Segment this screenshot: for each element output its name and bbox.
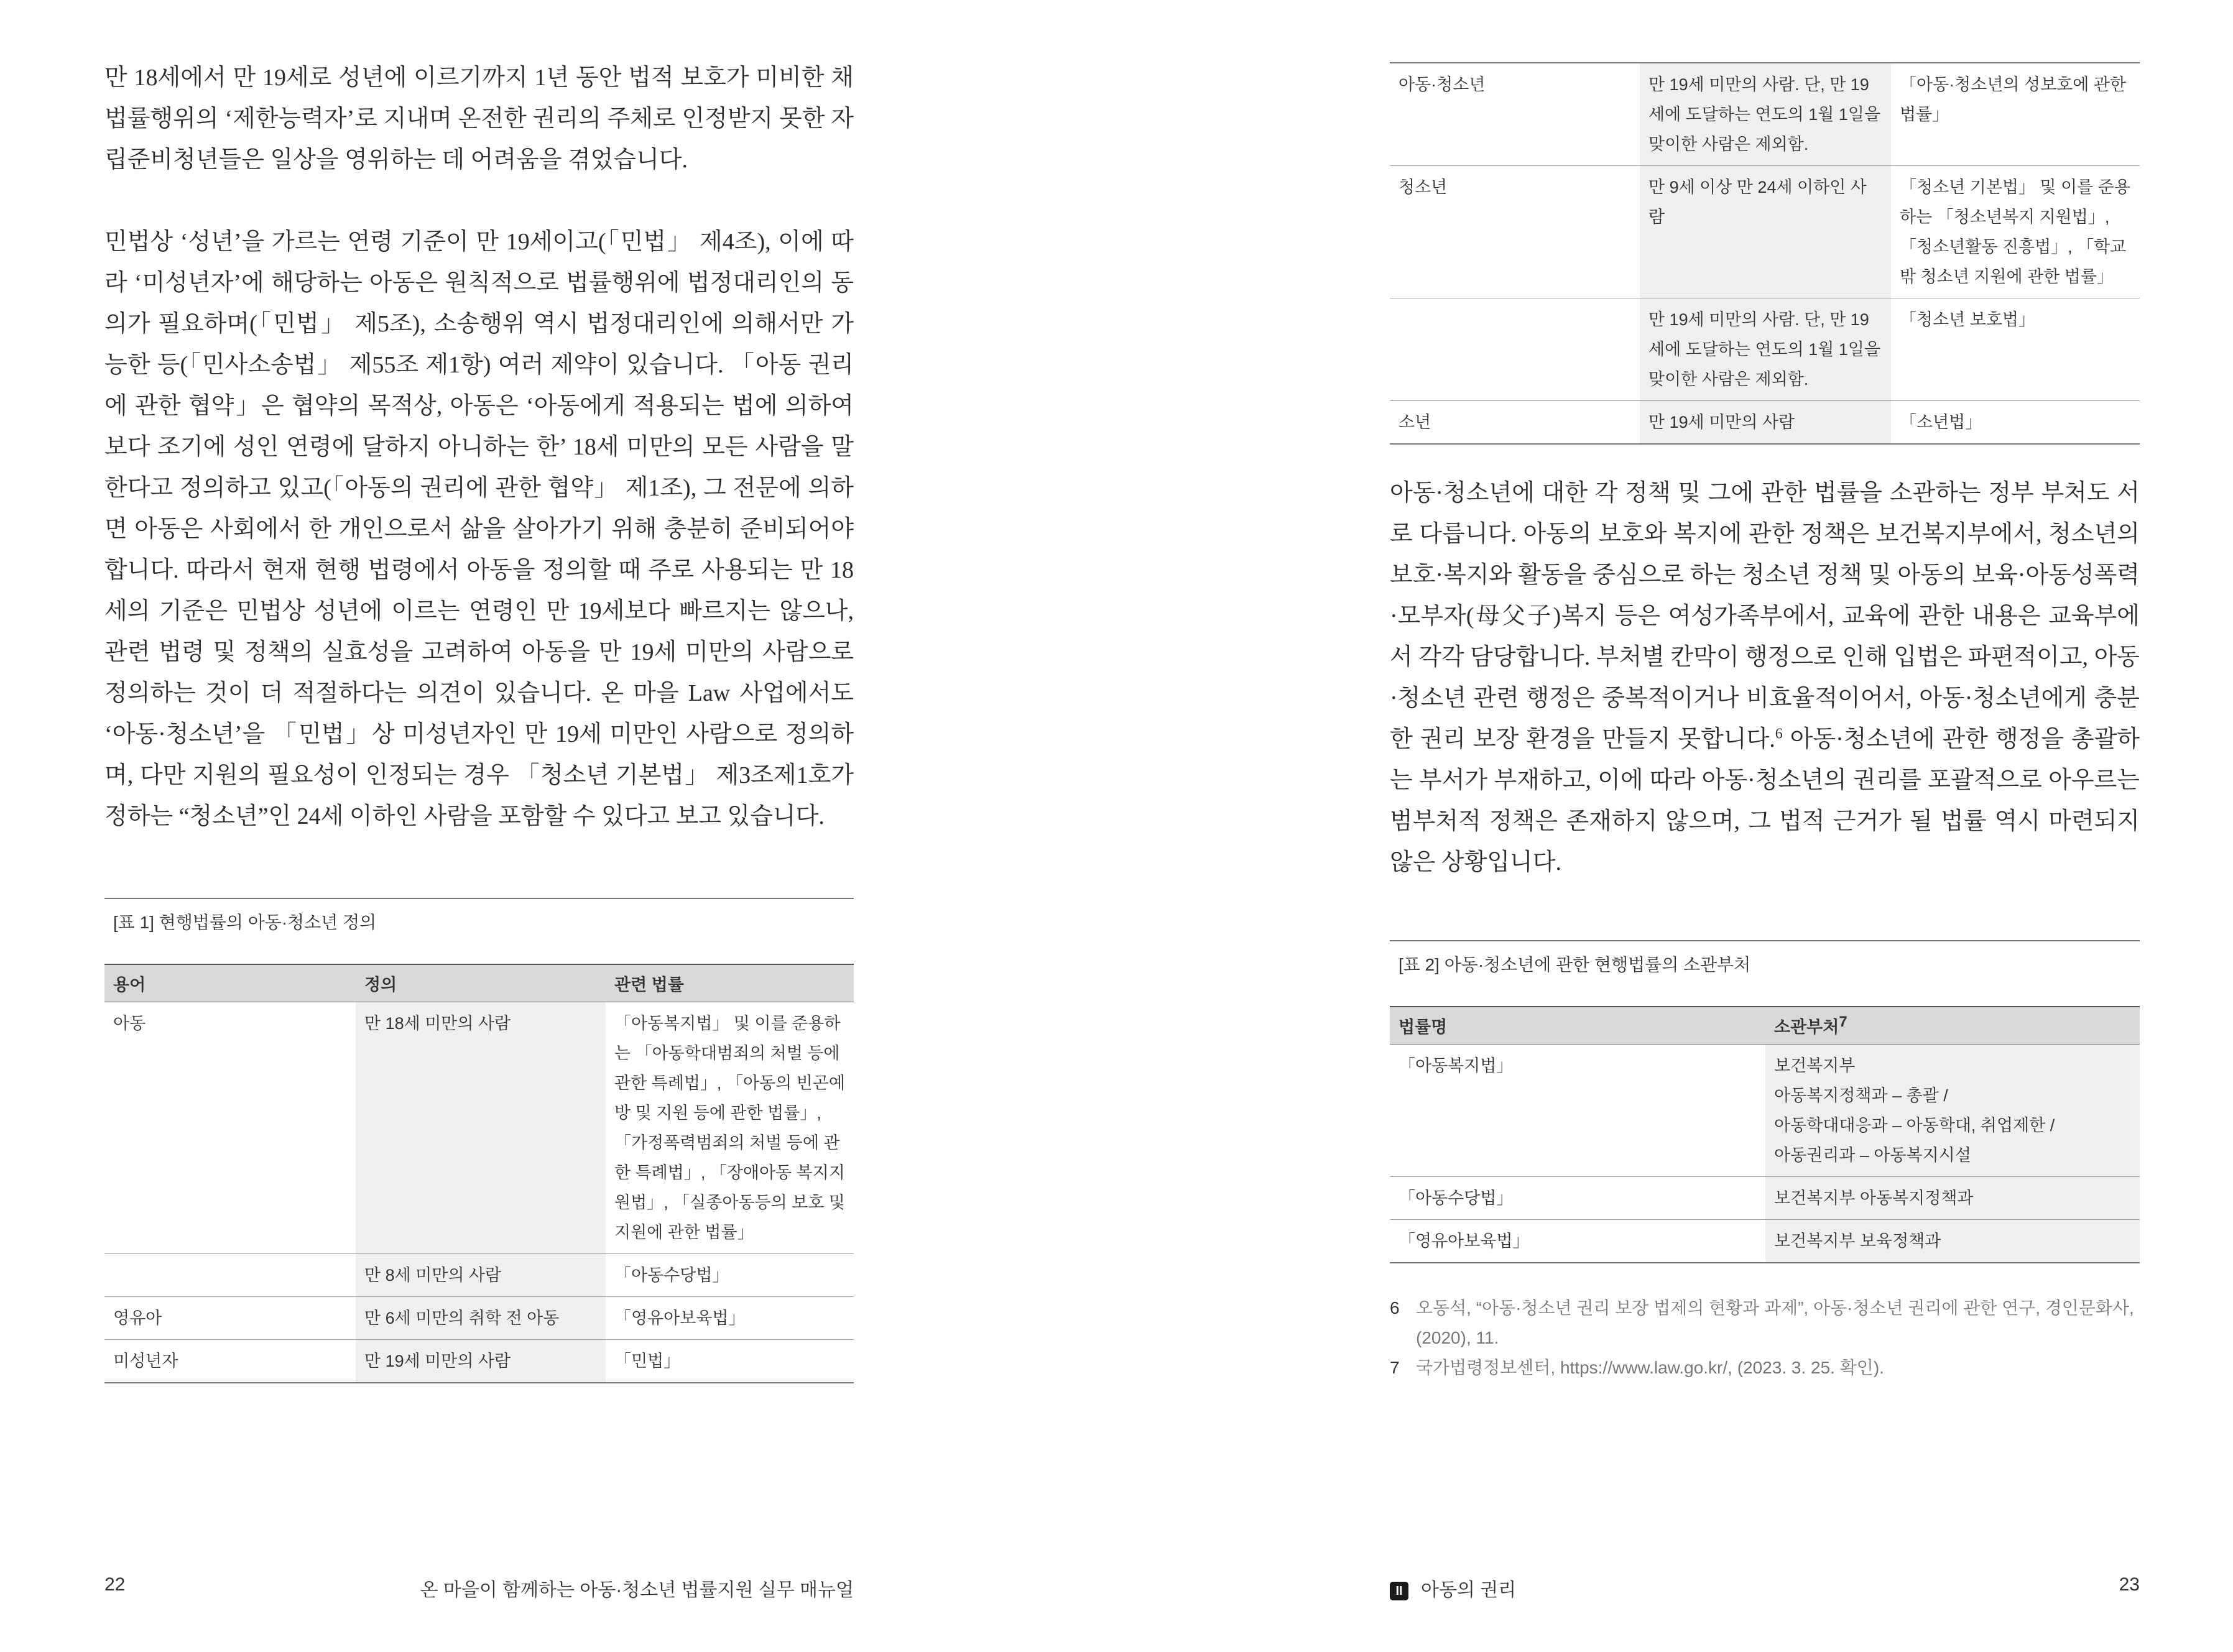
table-row bbox=[1390, 166, 2140, 298]
footnote-text: 오동석, “아동·청소년 권리 보장 법제의 현황과 과제”, 아동·청소년 권리에 관한 연구, 경인문화사, (2020), 11. bbox=[1416, 1298, 2134, 1347]
table-cell: 만 6세 미만의 취학 전 아동 bbox=[356, 1297, 606, 1340]
table-cell: 「청소년 보호법」 bbox=[1891, 298, 2140, 401]
footnote-7 bbox=[1390, 1353, 2140, 1383]
table-row bbox=[104, 1297, 854, 1340]
table1-header-definition: 정의 bbox=[356, 964, 606, 1002]
table-row bbox=[1390, 63, 2140, 166]
table-cell: 「아동수당법」 bbox=[1390, 1177, 1765, 1220]
chapter-label bbox=[1390, 1574, 1516, 1602]
table1-continued bbox=[1390, 62, 2140, 445]
right-body bbox=[1390, 473, 2140, 883]
table1-header-law: 관련 법률 bbox=[606, 964, 854, 1002]
table-row bbox=[1390, 401, 2140, 445]
table-cell: 만 18세 미만의 사람 bbox=[356, 1002, 606, 1254]
footnote-ref-6[interactable]: 6 bbox=[1775, 726, 1783, 742]
table-cell: 만 19세 미만의 사람 bbox=[1640, 401, 1891, 445]
dept-line: 아동권리과 – 아동복지시설 bbox=[1774, 1146, 1971, 1165]
table-cell: 「아동복지법」 및 이를 준용하는 「아동학대범죄의 처벌 등에 관한 특례법」, 「아동의 빈곤예방 및 지원 등에 관한 법률」, 「가정폭력범죄의 처벌 등에 관한 특례법」, 「장애아동 복지지원법」, 「실종아동등의 보호 및 지원에 관한 법률」 bbox=[606, 1002, 854, 1254]
table-cell: 「청소년 기본법」 및 이를 준용하는 「청소년복지 지원법」, 「청소년활동 진흥법」, 「학교 밖 청소년 지원에 관한 법률」 bbox=[1891, 166, 2140, 298]
page-number-right: 23 bbox=[2119, 1574, 2140, 1595]
table2-grid bbox=[1390, 1006, 2140, 1263]
table-cell: 「민법」 bbox=[606, 1340, 854, 1383]
chapter-badge: II bbox=[1390, 1582, 1408, 1600]
left-page bbox=[0, 0, 1116, 1652]
right-paragraph-part-2: 아동·청소년에 관한 행정을 총괄하는 부서가 부재하고, 이에 따라 아동·청소년의 권리를 포괄적으로 아우르는 범부처적 정책은 존재하지 않으며, 그 법적 근거가 될 법률 역시 마련되지 않은 상황입니다. bbox=[1390, 726, 2140, 875]
table-row bbox=[1390, 1220, 2140, 1263]
table1-continued-grid bbox=[1390, 62, 2140, 445]
table-row bbox=[1390, 298, 2140, 401]
table1 bbox=[104, 898, 854, 1383]
table1-caption: [표 1] 현행법률의 아동·청소년 정의 bbox=[104, 898, 854, 943]
table-cell bbox=[1390, 298, 1640, 401]
table-cell bbox=[104, 1254, 356, 1297]
table2-header-dept-label: 소관부처 bbox=[1774, 1018, 1839, 1036]
table-cell: 만 19세 미만의 사람 bbox=[356, 1340, 606, 1383]
table-cell: 보건복지부 보육정책과 bbox=[1765, 1220, 2140, 1263]
table-cell: 만 19세 미만의 사람. 단, 만 19세에 도달하는 연도의 1월 1일을 맞이한 사람은 제외함. bbox=[1640, 63, 1891, 166]
right-paragraph-part-1: 아동·청소년에 대한 각 정책 및 그에 관한 법률을 소관하는 정부 부처도 서로 다릅니다. 아동의 보호와 복지에 관한 정책은 보건복지부에서, 청소년의 보호·복지와 활동을 중심으로 하는 청소년 정책 및 아동의 보육·아동성폭력·모부자(母父子)복지 등은 여성가족부에서, 교육에 관한 내용은 교육부에서 각각 담당합니다. 부처별 칸막이 행정으로 인해 입법은 파편적이고, 아동·청소년 관련 행정은 중복적이거나 비효율적이어서, 아동·청소년에게 충분한 권리 보장 환경을 만들지 못합니다. bbox=[1390, 480, 2140, 752]
table-cell: 「영유아보육법」 bbox=[606, 1297, 854, 1340]
right-page bbox=[1116, 0, 2233, 1652]
table-cell: 「아동복지법」 bbox=[1390, 1045, 1765, 1177]
footnote-number: 6 bbox=[1390, 1298, 1400, 1317]
table-cell: 만 9세 이상 만 24세 이하인 사람 bbox=[1640, 166, 1891, 298]
dept-line: 아동복지정책과 – 총괄 / bbox=[1774, 1086, 1948, 1105]
running-title: 온 마을이 함께하는 아동·청소년 법률지원 실무 매뉴얼 bbox=[420, 1580, 854, 1600]
table-cell: 「소년법」 bbox=[1891, 401, 2140, 445]
table-cell: 「아동·청소년의 성보호에 관한 법률」 bbox=[1891, 63, 2140, 166]
table2-header-row bbox=[1390, 1007, 2140, 1045]
left-paragraph-1: 만 18세에서 만 19세로 성년에 이르기까지 1년 동안 법적 보호가 미비한 채 법률행위의 ‘제한능력자’로 지내며 온전한 권리의 주체로 인정받지 못한 자립준비청년들은 일상을 영위하는 데 어려움을 겪었습니다. bbox=[104, 65, 854, 173]
footnote-text: 국가법령정보센터, https://www.law.go.kr/, (2023. 3. 25. 확인). bbox=[1416, 1358, 1884, 1377]
table2 bbox=[1390, 940, 2140, 1263]
table-cell bbox=[1765, 1045, 2140, 1177]
chapter-title: 아동의 권리 bbox=[1421, 1580, 1517, 1600]
table-cell: 아동 bbox=[104, 1002, 356, 1254]
table1-header-term: 용어 bbox=[104, 964, 356, 1002]
table-cell: 아동·청소년 bbox=[1390, 63, 1640, 166]
dept-line: 아동학대대응과 – 아동학대, 취업제한 / bbox=[1774, 1116, 2055, 1135]
footnote-number: 7 bbox=[1390, 1358, 1400, 1377]
table-row bbox=[1390, 1177, 2140, 1220]
table1-grid bbox=[104, 964, 854, 1383]
table-cell: 소년 bbox=[1390, 401, 1640, 445]
dept-line: 보건복지부 bbox=[1774, 1056, 1856, 1075]
table1-header-row bbox=[104, 964, 854, 1002]
table-cell: 청소년 bbox=[1390, 166, 1640, 298]
table-row bbox=[104, 1254, 854, 1297]
left-paragraph-2: 민법상 ‘성년’을 가르는 연령 기준이 만 19세이고(「민법」 제4조), 이에 따라 ‘미성년자’에 해당하는 아동은 원칙적으로 법률행위에 법정대리인의 동의가 필요하며(「민법」 제5조), 소송행위 역시 법정대리인에 의해서만 가능한 등(「민사소송법」 제55조 제1항) 여러 제약이 있습니다. 「아동 권리에 관한 협약」은 협약의 목적상, 아동은 ‘아동에게 적용되는 법에 의하여 보다 조기에 성인 연령에 달하지 아니하는 한’ 18세 미만의 모든 사람을 말한다고 정의하고 있고(「아동의 권리에 관한 협약」 제1조), 그 전문에 의하면 아동은 사회에서 한 개인으로서 삶을 살아가기 위해 충분히 준비되어야 합니다. 따라서 현재 현행 법령에서 아동을 정의할 때 주로 사용되는 만 18세의 기준은 민법상 성년에 이르는 연령인 만 19세보다 빠르지는 않으나, 관련 법령 및 정책의 실효성을 고려하여 아동을 만 19세 미만의 사람으로 정의하는 것이 더 적절하다는 의견이 있습니다. 온 마을 Law 사업에서도 ‘아동·청소년’을 「민법」상 미성년자인 만 19세 미만인 사람으로 정의하며, 다만 지원의 필요성이 인정되는 경우 「청소년 기본법」 제3조제1호가 정하는 “청소년”인 24세 이하인 사람을 포함할 수 있다고 보고 있습니다. bbox=[104, 229, 854, 829]
table-row bbox=[104, 1002, 854, 1254]
table-cell: 「영유아보육법」 bbox=[1390, 1220, 1765, 1263]
footnotes bbox=[1390, 1293, 2140, 1383]
table-row bbox=[1390, 1045, 2140, 1177]
table-cell: 보건복지부 아동복지정책과 bbox=[1765, 1177, 2140, 1220]
right-paragraph bbox=[1390, 473, 2140, 883]
table-cell: 만 8세 미만의 사람 bbox=[356, 1254, 606, 1297]
table-cell: 만 19세 미만의 사람. 단, 만 19세에 도달하는 연도의 1월 1일을 맞이한 사람은 제외함. bbox=[1640, 298, 1891, 401]
table2-header-law: 법률명 bbox=[1390, 1007, 1765, 1045]
footnote-ref-7[interactable]: 7 bbox=[1839, 1013, 1847, 1030]
footnote-6 bbox=[1390, 1293, 2140, 1353]
table-cell: 미성년자 bbox=[104, 1340, 356, 1383]
table-row bbox=[104, 1340, 854, 1383]
table2-header-dept bbox=[1765, 1007, 2140, 1045]
table2-caption: [표 2] 아동·청소년에 관한 현행법률의 소관부처 bbox=[1390, 940, 2140, 985]
left-body bbox=[104, 57, 854, 837]
table-cell: 「아동수당법」 bbox=[606, 1254, 854, 1297]
page-number-left: 22 bbox=[104, 1574, 126, 1595]
table-cell: 영유아 bbox=[104, 1297, 356, 1340]
